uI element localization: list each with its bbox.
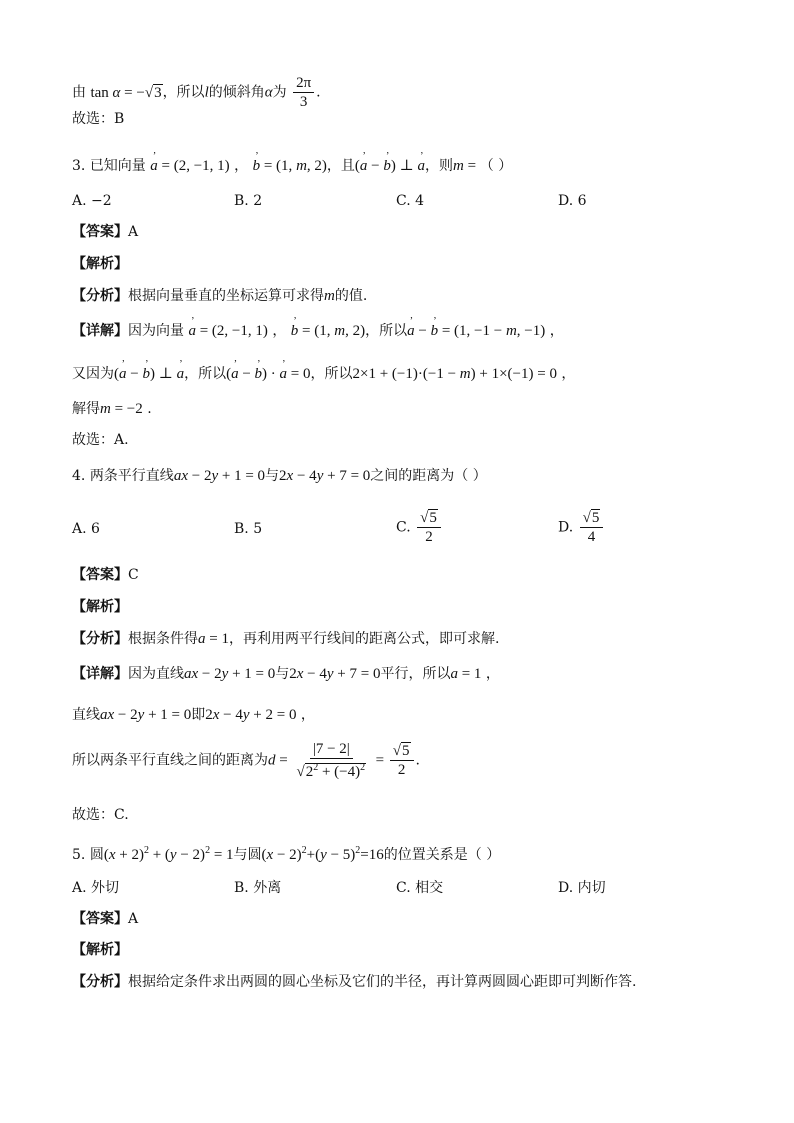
q5-jiexi: 【解析】 — [72, 942, 128, 958]
q3-jiexi: 【解析】 — [72, 256, 128, 272]
q4-detail-1: 【详解】因为直线ax − 2y + 1 = 0与2x − 4y + 7 = 0平行，所以a = 1 ， — [72, 666, 500, 682]
q4-option-b[interactable]: B. 5 — [234, 521, 263, 537]
q4-detail-2: 直线ax − 2y + 1 = 0即2x − 4y + 2 = 0 ， — [72, 707, 315, 723]
q5-option-c[interactable]: C. 相交 — [396, 880, 444, 896]
question-4-stem: 4. 两条平行直线ax − 2y + 1 = 0与2x − 4y + 7 = 0之间的距离为（ ） — [72, 468, 487, 484]
formula-tan: tan α = −√3 — [90, 84, 162, 101]
q3-select: 故选：A. — [72, 432, 129, 448]
q3-analysis: 【分析】根据向量垂直的坐标运算可求得m的值. — [72, 288, 368, 304]
q5-analysis: 【分析】根据给定条件求出两圆的圆心坐标及它们的半径，再计算两圆圆心距即可判断作答. — [72, 974, 637, 990]
q3-option-b[interactable]: B. 2 — [234, 193, 263, 209]
fraction-2pi-3: $\frac{2\pi}{3}$ — [293, 74, 314, 111]
q5-option-a[interactable]: A. 外切 — [72, 880, 120, 896]
q4-detail-3: 所以两条平行直线之间的距离为d = $\frac{|7 - 2|}{√2^2 + (-4)^2}$ = $\frac{√5}{2}$ . — [72, 741, 420, 780]
q4-select: 故选：C. — [72, 807, 129, 823]
q4-answer: 【答案】C — [72, 567, 139, 583]
q4-analysis: 【分析】根据条件得a = 1，再利用两平行线间的距离公式，即可求解. — [72, 631, 500, 647]
q5-option-b[interactable]: B. 外离 — [234, 880, 282, 896]
solution-line-angle: 由 tan α = −√3，所以l的倾斜角α为 $\frac{2\pi}{3}$ . — [72, 75, 321, 110]
question-5-stem: 5. 圆$(x + 2)^2 + (y - 2)^2 = 1$与圆$(x - 2)^2+(y - 5)^2=16$的位置关系是（ ） — [72, 845, 501, 863]
q4-option-c[interactable]: C. $\frac{√5}{2}$ — [396, 509, 443, 546]
question-3-stem: 3. 已知向量 ’ a = (2, −1, 1) ， ’ b = (1, m, 2)，且(’ a − ’ b) ⊥ ’ a，则m = （ ） — [72, 156, 512, 176]
q4-jiexi: 【解析】 — [72, 599, 128, 615]
q3-option-a[interactable]: A. −2 — [72, 193, 112, 209]
q3-option-c[interactable]: C. 4 — [396, 193, 425, 209]
q3-detail-1: 【详解】因为向量 ’ a = (2, −1, 1) ， ’ b = (1, m, 2)，所以’ a − ’ b = (1, −1 − m, −1) ， — [72, 321, 564, 341]
q5-answer: 【答案】A — [72, 911, 139, 927]
distance-fraction: $\frac{|7 - 2|}{√2^2 + (-4)^2}$ — [296, 741, 366, 780]
select-answer: 故选：B — [72, 111, 125, 127]
q5-option-d[interactable]: D. 内切 — [558, 880, 606, 896]
q4-option-d[interactable]: D. $\frac{√5}{4}$ — [558, 509, 605, 546]
q3-solve: 解得m = −2 . — [72, 401, 152, 417]
q4-option-a[interactable]: A. 6 — [72, 521, 100, 537]
q3-detail-2: 又因为(’ a − ’ b) ⊥ ’ a，所以(’ a − ’ b) · ’ a = 0，所以2×1 + (−1)·(−1 − m) + 1×(−1) = 0 ， — [72, 364, 575, 384]
q3-option-d[interactable]: D. 6 — [558, 193, 587, 209]
q3-answer: 【答案】A — [72, 224, 139, 240]
